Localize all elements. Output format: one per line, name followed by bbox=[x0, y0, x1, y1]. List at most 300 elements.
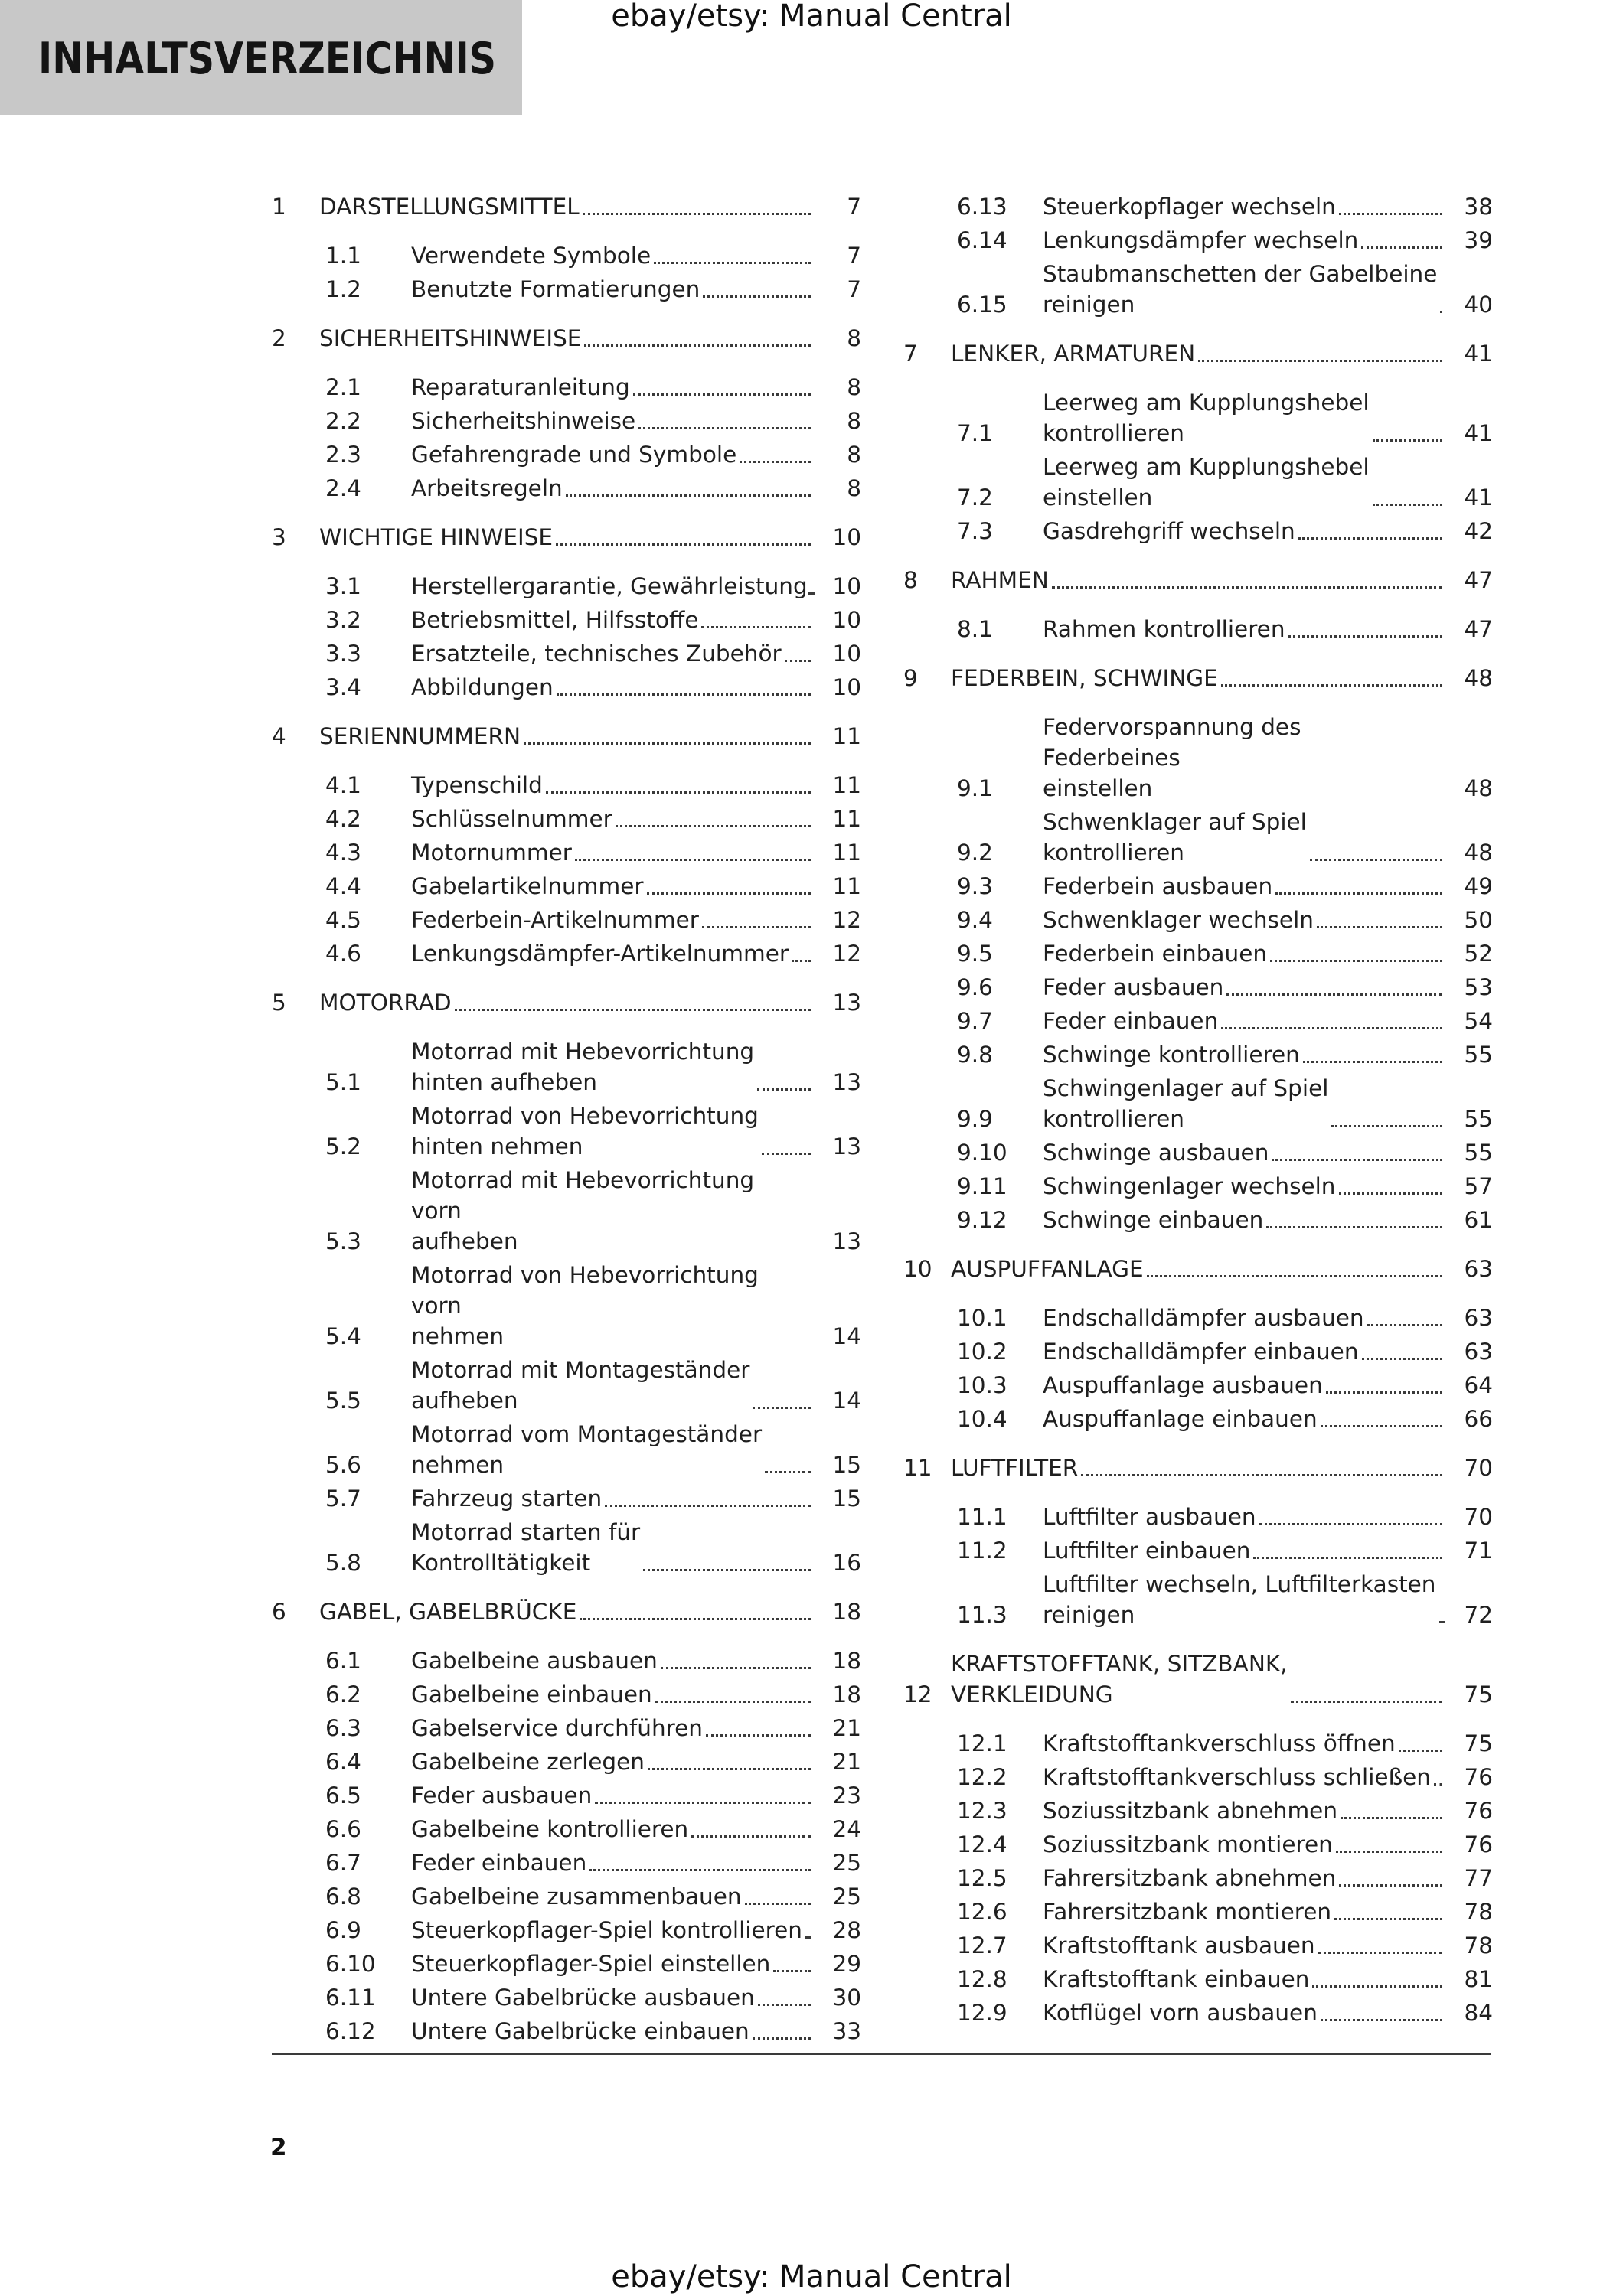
toc-number: 6.5 bbox=[325, 1782, 361, 1808]
toc-leader-dots bbox=[1373, 493, 1442, 506]
toc-leader-dots bbox=[1198, 349, 1442, 362]
toc-title-line: Betriebsmittel, Hilfsstoffe bbox=[411, 607, 699, 633]
toc-title-wrap bbox=[411, 1881, 815, 1912]
toc-title bbox=[951, 1649, 1288, 1710]
toc-chapter[interactable] bbox=[903, 1649, 1493, 1710]
toc-page-number: 81 bbox=[1464, 1966, 1493, 1992]
toc-title-line: Feder ausbauen bbox=[411, 1782, 593, 1808]
toc-title-wrap bbox=[411, 770, 815, 801]
toc-page-number: 55 bbox=[1464, 1106, 1493, 1132]
toc-number: 9.8 bbox=[957, 1042, 993, 1068]
toc-title bbox=[411, 938, 789, 969]
toc-number: 3.1 bbox=[325, 573, 361, 599]
toc-page-number: 64 bbox=[1464, 1372, 1493, 1398]
toc-leader-dots bbox=[638, 416, 811, 429]
toc-title-wrap bbox=[319, 191, 815, 222]
toc-page-number: 13 bbox=[832, 1133, 861, 1159]
toc-leader-dots bbox=[1221, 1016, 1442, 1029]
toc-title-line: FEDERBEIN, SCHWINGE bbox=[951, 665, 1218, 691]
toc-title bbox=[411, 1746, 645, 1777]
toc-chapter[interactable] bbox=[272, 721, 861, 752]
toc-title bbox=[1043, 1569, 1436, 1630]
toc-leader-dots bbox=[805, 1926, 811, 1939]
toc-title-wrap bbox=[1043, 191, 1447, 222]
toc-title-line: Motornummer bbox=[411, 840, 572, 866]
toc-title-line: Herstellergarantie, Gewährleistung bbox=[411, 573, 808, 599]
toc-entry[interactable] bbox=[272, 2016, 861, 2047]
toc-number: 3 bbox=[272, 524, 286, 550]
toc-title-wrap bbox=[1043, 1863, 1447, 1893]
toc-number: 9.4 bbox=[957, 907, 993, 933]
toc-title-line-2: nehmen bbox=[411, 1323, 505, 1349]
toc-title-line: Untere Gabelbrücke ausbauen bbox=[411, 1985, 755, 2011]
toc-entry[interactable] bbox=[272, 1101, 861, 1162]
toc-title-wrap bbox=[1043, 516, 1447, 546]
toc-chapter[interactable] bbox=[272, 522, 861, 553]
toc-entry[interactable] bbox=[903, 1502, 1493, 1532]
toc-number: 10.2 bbox=[957, 1339, 1007, 1365]
toc-title-wrap bbox=[1043, 807, 1447, 868]
toc-leader-dots bbox=[753, 2027, 811, 2040]
toc-number: 6.15 bbox=[957, 292, 1007, 318]
toc-chapter[interactable] bbox=[903, 338, 1493, 369]
toc-title bbox=[1043, 905, 1314, 935]
toc-title-wrap bbox=[1043, 1039, 1447, 1070]
toc-leader-dots bbox=[1259, 1512, 1442, 1525]
toc-title-line: Schwenklager auf Spiel bbox=[1043, 809, 1307, 835]
toc-entry[interactable] bbox=[272, 1713, 861, 1743]
toc-title-line: Sicherheitshinweise bbox=[411, 408, 636, 434]
toc-title-line: LUFTFILTER bbox=[951, 1455, 1079, 1481]
toc-title-wrap bbox=[411, 1848, 815, 1878]
toc-number: 2.2 bbox=[325, 408, 361, 434]
toc-page-number: 13 bbox=[832, 1228, 861, 1254]
toc-leader-dots bbox=[605, 1494, 811, 1507]
toc-entry[interactable] bbox=[272, 1165, 861, 1257]
toc-title-wrap bbox=[1043, 225, 1447, 256]
toc-title-wrap bbox=[411, 1483, 815, 1514]
toc-title bbox=[411, 1165, 808, 1257]
toc-entry[interactable] bbox=[903, 1006, 1493, 1036]
toc-page-number: 63 bbox=[1464, 1305, 1493, 1331]
toc-entry[interactable] bbox=[272, 871, 861, 902]
toc-title-wrap bbox=[411, 1713, 815, 1743]
toc-entry[interactable] bbox=[272, 837, 861, 868]
toc-title bbox=[319, 323, 581, 354]
toc-number: 6.2 bbox=[325, 1681, 361, 1707]
toc-entry[interactable] bbox=[272, 1982, 861, 2013]
toc-page-number: 12 bbox=[832, 941, 861, 967]
toc-leader-dots bbox=[1081, 1463, 1442, 1476]
toc-title bbox=[411, 1260, 808, 1352]
toc-entry[interactable] bbox=[903, 871, 1493, 902]
toc-number: 2.3 bbox=[325, 442, 361, 468]
toc-entry[interactable] bbox=[903, 452, 1493, 513]
toc-leader-dots bbox=[1339, 202, 1442, 215]
toc-page-number: 24 bbox=[832, 1816, 861, 1842]
toc-page-number: 11 bbox=[832, 723, 861, 749]
toc-page-number: 15 bbox=[832, 1486, 861, 1512]
toc-title-wrap bbox=[411, 372, 815, 403]
toc-entry[interactable] bbox=[903, 1336, 1493, 1367]
toc-number: 12.4 bbox=[957, 1831, 1007, 1857]
toc-number: 9.10 bbox=[957, 1140, 1007, 1166]
toc-entry[interactable] bbox=[272, 672, 861, 703]
toc-title bbox=[411, 1645, 658, 1676]
toc-entry[interactable] bbox=[272, 1036, 861, 1097]
toc-number: 9 bbox=[903, 665, 918, 691]
toc-chapter[interactable] bbox=[903, 1254, 1493, 1284]
toc-page-number: 70 bbox=[1464, 1504, 1493, 1530]
toc-title bbox=[1043, 614, 1285, 644]
toc-entry[interactable] bbox=[903, 516, 1493, 546]
toc-title-wrap bbox=[411, 2016, 815, 2047]
toc-page-number: 11 bbox=[832, 806, 861, 832]
toc-entry[interactable] bbox=[272, 1645, 861, 1676]
toc-leader-dots bbox=[1317, 915, 1442, 928]
toc-title-line: Gasdrehgriff wechseln bbox=[1043, 518, 1295, 544]
toc-entry[interactable] bbox=[903, 972, 1493, 1003]
toc-entry[interactable] bbox=[903, 1404, 1493, 1434]
toc-chapter[interactable] bbox=[903, 663, 1493, 693]
toc-leader-dots bbox=[1291, 1690, 1442, 1703]
toc-chapter[interactable] bbox=[903, 1453, 1493, 1483]
toc-title bbox=[1043, 1370, 1323, 1401]
toc-title-line: Auspuffanlage einbauen bbox=[1043, 1406, 1318, 1432]
toc-title bbox=[411, 1881, 742, 1912]
toc-entry[interactable] bbox=[272, 770, 861, 801]
toc-leader-dots bbox=[1367, 1313, 1442, 1326]
toc-entry[interactable] bbox=[903, 938, 1493, 969]
toc-page-number: 63 bbox=[1464, 1339, 1493, 1365]
toc-number: 5.4 bbox=[325, 1323, 361, 1349]
toc-title bbox=[1043, 938, 1267, 969]
toc-page-number: 11 bbox=[832, 873, 861, 899]
toc-page-number: 7 bbox=[847, 194, 861, 220]
toc-title-line: SICHERHEITSHINWEISE bbox=[319, 325, 582, 351]
toc-title-line: Steuerkopflager-Spiel einstellen bbox=[411, 1951, 771, 1977]
toc-leader-dots bbox=[785, 649, 811, 662]
toc-title-line: Leerweg am Kupplungshebel bbox=[1043, 454, 1370, 480]
toc-entry[interactable] bbox=[272, 638, 861, 669]
toc-entry[interactable] bbox=[903, 1303, 1493, 1333]
toc-title bbox=[411, 672, 554, 703]
toc-entry[interactable] bbox=[272, 1517, 861, 1578]
toc-title-wrap bbox=[411, 473, 815, 504]
toc-number: 6.14 bbox=[957, 227, 1007, 253]
toc-number: 12.1 bbox=[957, 1730, 1007, 1756]
toc-title-line: Motorrad mit Hebevorrichtung vorn bbox=[411, 1167, 755, 1224]
toc-title-line-2: kontrollieren bbox=[1043, 840, 1184, 866]
toc-title-line: WICHTIGE HINWEISE bbox=[319, 524, 554, 550]
toc-title-wrap bbox=[411, 1355, 815, 1416]
footer-rule bbox=[272, 2053, 1491, 2055]
toc-entry[interactable] bbox=[272, 938, 861, 969]
toc-entry[interactable] bbox=[272, 905, 861, 935]
toc-number: 11.1 bbox=[957, 1504, 1007, 1530]
toc-title-wrap bbox=[1043, 1370, 1447, 1401]
toc-entry[interactable] bbox=[272, 1419, 861, 1480]
toc-page-number: 57 bbox=[1464, 1173, 1493, 1199]
toc-title-line: Schwinge ausbauen bbox=[1043, 1140, 1269, 1166]
toc-leader-dots bbox=[1266, 1215, 1442, 1228]
toc-title-line: RAHMEN bbox=[951, 567, 1049, 593]
toc-leader-dots bbox=[762, 1142, 811, 1155]
toc-title-wrap bbox=[1043, 871, 1447, 902]
toc-number: 8.1 bbox=[957, 616, 993, 642]
toc-title bbox=[1043, 516, 1295, 546]
toc-entry[interactable] bbox=[272, 1848, 861, 1878]
toc-title-line: Reparaturanleitung bbox=[411, 374, 630, 400]
toc-title-wrap bbox=[1043, 259, 1447, 320]
toc-leader-dots bbox=[1326, 1381, 1442, 1394]
toc-title-wrap bbox=[1043, 1502, 1447, 1532]
toc-leader-dots bbox=[584, 334, 811, 347]
toc-entry[interactable] bbox=[272, 274, 861, 305]
toc-page-number: 21 bbox=[832, 1715, 861, 1741]
toc-chapter[interactable] bbox=[272, 1596, 861, 1627]
toc-entry[interactable] bbox=[272, 439, 861, 470]
toc-entry[interactable] bbox=[903, 1795, 1493, 1826]
toc-entry[interactable] bbox=[903, 807, 1493, 868]
toc-title bbox=[319, 721, 521, 752]
toc-leader-dots bbox=[1439, 1610, 1443, 1623]
toc-title-wrap bbox=[411, 905, 815, 935]
toc-leader-dots bbox=[654, 251, 811, 264]
toc-title-line: Steuerkopflager wechseln bbox=[1043, 194, 1336, 220]
toc-title bbox=[411, 2016, 749, 2047]
toc-number: 7.2 bbox=[957, 484, 993, 510]
toc-number: 10.3 bbox=[957, 1372, 1007, 1398]
toc-chapter[interactable] bbox=[272, 987, 861, 1018]
toc-title bbox=[411, 1949, 770, 1979]
toc-leader-dots bbox=[1434, 1773, 1442, 1786]
toc-leader-dots bbox=[1440, 300, 1442, 313]
toc-entry[interactable] bbox=[903, 1073, 1493, 1134]
toc-page-number: 8 bbox=[847, 475, 861, 501]
toc-title bbox=[411, 1355, 749, 1416]
toc-entry[interactable] bbox=[903, 1896, 1493, 1927]
toc-title-line-2: hinten aufheben bbox=[411, 1069, 597, 1095]
watermark-top: ebay/etsy: Manual Central bbox=[611, 0, 1012, 34]
toc-entry[interactable] bbox=[272, 406, 861, 436]
toc-entry[interactable] bbox=[903, 387, 1493, 448]
toc-number: 9.5 bbox=[957, 941, 993, 967]
toc-leader-dots bbox=[1272, 1148, 1442, 1161]
toc-title-line: Feder einbauen bbox=[411, 1850, 587, 1876]
toc-entry[interactable] bbox=[272, 1260, 861, 1352]
toc-leader-dots bbox=[1253, 1546, 1442, 1559]
toc-number: 4.5 bbox=[325, 907, 361, 933]
toc-title bbox=[951, 338, 1195, 369]
toc-leader-dots bbox=[792, 949, 811, 962]
toc-number: 6.7 bbox=[325, 1850, 361, 1876]
toc-title-wrap bbox=[1043, 1998, 1447, 2028]
toc-leader-dots bbox=[701, 615, 811, 628]
toc-page-number: 30 bbox=[832, 1985, 861, 2011]
toc-title-line: Motorrad von Hebevorrichtung bbox=[411, 1103, 759, 1129]
toc-leader-dots bbox=[580, 1607, 811, 1620]
toc-title-line-2: reinigen bbox=[1043, 1602, 1135, 1628]
toc-title-line: Motorrad mit Hebevorrichtung bbox=[411, 1039, 755, 1065]
toc-title-line: Kraftstofftankverschluss schließen bbox=[1043, 1764, 1432, 1790]
toc-entry[interactable] bbox=[272, 1746, 861, 1777]
toc-title-wrap bbox=[951, 663, 1447, 693]
toc-entry[interactable] bbox=[272, 1483, 861, 1514]
toc-entry[interactable] bbox=[903, 1205, 1493, 1235]
toc-title-line: Abbildungen bbox=[411, 674, 554, 700]
toc-page-number: 53 bbox=[1464, 974, 1493, 1000]
toc-number: 12.9 bbox=[957, 2000, 1007, 2026]
toc-title bbox=[1043, 1171, 1336, 1202]
toc-title-line-2: aufheben bbox=[411, 1228, 518, 1254]
toc-number: 6.10 bbox=[325, 1951, 376, 1977]
toc-title bbox=[411, 372, 630, 403]
toc-entry[interactable] bbox=[272, 473, 861, 504]
toc-leader-dots bbox=[1362, 1347, 1442, 1360]
toc-entry[interactable] bbox=[903, 1370, 1493, 1401]
toc-title bbox=[411, 1036, 754, 1097]
toc-title-wrap bbox=[951, 1254, 1447, 1284]
toc-entry[interactable] bbox=[903, 1964, 1493, 1994]
toc-leader-dots bbox=[566, 484, 811, 497]
toc-title-wrap bbox=[411, 1679, 815, 1710]
toc-entry[interactable] bbox=[903, 1535, 1493, 1566]
toc-entry[interactable] bbox=[272, 1915, 861, 1945]
toc-title bbox=[951, 1453, 1078, 1483]
toc-entry[interactable] bbox=[272, 1679, 861, 1710]
toc-entry[interactable] bbox=[903, 1171, 1493, 1202]
toc-entry[interactable] bbox=[903, 1762, 1493, 1792]
toc-page-number: 10 bbox=[832, 607, 861, 633]
toc-title-wrap bbox=[1043, 1896, 1447, 1927]
toc-page-number: 13 bbox=[832, 1069, 861, 1095]
toc-entry[interactable] bbox=[903, 1039, 1493, 1070]
toc-entry[interactable] bbox=[903, 1137, 1493, 1168]
toc-number: 10.1 bbox=[957, 1305, 1007, 1331]
toc-page-number: 55 bbox=[1464, 1042, 1493, 1068]
toc-page-number: 8 bbox=[847, 442, 861, 468]
toc-title bbox=[411, 473, 563, 504]
toc-title-wrap bbox=[411, 240, 815, 271]
toc-chapter[interactable] bbox=[272, 191, 861, 222]
toc-title-line-2: einstellen bbox=[1043, 775, 1153, 801]
toc-entry[interactable] bbox=[272, 804, 861, 834]
toc-entry[interactable] bbox=[903, 1829, 1493, 1860]
toc-title-wrap bbox=[1043, 614, 1447, 644]
toc-chapter[interactable] bbox=[272, 323, 861, 354]
toc-title-line: Motorrad vom Montageständer bbox=[411, 1421, 763, 1447]
toc-page-number: 16 bbox=[832, 1550, 861, 1576]
toc-title-line: Gabelbeine zerlegen bbox=[411, 1749, 645, 1775]
toc-title-wrap bbox=[1043, 1171, 1447, 1202]
toc-number: 5.7 bbox=[325, 1486, 361, 1512]
toc-title bbox=[1043, 1137, 1269, 1168]
toc-page-number: 10 bbox=[832, 674, 861, 700]
toc-number: 3.2 bbox=[325, 607, 361, 633]
toc-number: 9.9 bbox=[957, 1106, 993, 1132]
toc-page-number: 70 bbox=[1464, 1455, 1493, 1481]
toc-title-line: Gabelbeine einbauen bbox=[411, 1681, 652, 1707]
toc-entry[interactable] bbox=[272, 1814, 861, 1844]
toc-page-number: 25 bbox=[832, 1883, 861, 1910]
toc-page-number: 40 bbox=[1464, 292, 1493, 318]
toc-chapter[interactable] bbox=[903, 565, 1493, 595]
toc-page-number: 41 bbox=[1464, 484, 1493, 510]
toc-page-number: 76 bbox=[1464, 1764, 1493, 1790]
toc-title-wrap bbox=[411, 1814, 815, 1844]
toc-entry[interactable] bbox=[903, 712, 1493, 804]
toc-column-left bbox=[272, 191, 861, 2050]
toc-title-line: Gabelbeine zusammenbauen bbox=[411, 1883, 742, 1910]
toc-page-number: 61 bbox=[1464, 1207, 1493, 1233]
toc-entry[interactable] bbox=[272, 1949, 861, 1979]
toc-title-line: Schwingenlager auf Spiel bbox=[1043, 1075, 1329, 1101]
toc-entry[interactable] bbox=[903, 225, 1493, 256]
toc-title-line: LENKER, ARMATUREN bbox=[951, 341, 1196, 367]
toc-title bbox=[1043, 452, 1370, 513]
toc-title-line: Rahmen kontrollieren bbox=[1043, 616, 1285, 642]
toc-page-number: 55 bbox=[1464, 1140, 1493, 1166]
toc-entry[interactable] bbox=[903, 1998, 1493, 2028]
toc-entry[interactable] bbox=[903, 1930, 1493, 1961]
toc-entry[interactable] bbox=[903, 259, 1493, 320]
toc-leader-dots bbox=[758, 1993, 811, 2006]
toc-number: 9.1 bbox=[957, 775, 993, 801]
toc-leader-dots bbox=[706, 1724, 811, 1737]
toc-entry[interactable] bbox=[272, 1355, 861, 1416]
toc-entry[interactable] bbox=[272, 240, 861, 271]
toc-entry[interactable] bbox=[903, 614, 1493, 644]
toc-title bbox=[411, 1780, 592, 1811]
toc-entry[interactable] bbox=[903, 1863, 1493, 1893]
toc-entry[interactable] bbox=[903, 905, 1493, 935]
toc-title bbox=[411, 1517, 640, 1578]
toc-number: 4.3 bbox=[325, 840, 361, 866]
toc-title-wrap bbox=[951, 565, 1447, 595]
toc-title bbox=[411, 1982, 755, 2013]
toc-title-line-2: kontrollieren bbox=[1043, 1106, 1184, 1132]
toc-leader-dots bbox=[583, 202, 811, 215]
toc-entry[interactable] bbox=[903, 1728, 1493, 1759]
toc-entry[interactable] bbox=[272, 1780, 861, 1811]
toc-title-wrap bbox=[411, 871, 815, 902]
toc-title-line: Gabelbeine ausbauen bbox=[411, 1648, 658, 1674]
toc-title bbox=[411, 605, 698, 635]
toc-title-wrap bbox=[319, 1596, 815, 1627]
toc-leader-dots bbox=[661, 1656, 811, 1669]
toc-title-wrap bbox=[411, 1517, 815, 1578]
toc-entry[interactable] bbox=[903, 191, 1493, 222]
toc-page-number: 8 bbox=[847, 374, 861, 400]
toc-entry[interactable] bbox=[272, 571, 861, 602]
toc-number: 9.12 bbox=[957, 1207, 1007, 1233]
toc-entry[interactable] bbox=[272, 605, 861, 635]
toc-title bbox=[411, 274, 700, 305]
toc-page-number: 77 bbox=[1464, 1865, 1493, 1891]
toc-entry[interactable] bbox=[272, 372, 861, 403]
toc-leader-dots bbox=[740, 450, 811, 463]
toc-title-wrap bbox=[1043, 452, 1447, 513]
toc-entry[interactable] bbox=[903, 1569, 1493, 1630]
toc-title-line: Motorrad mit Montageständer bbox=[411, 1357, 750, 1383]
toc-title-line: Soziussitzbank montieren bbox=[1043, 1831, 1333, 1857]
toc-title-line-2: hinten nehmen bbox=[411, 1133, 583, 1159]
toc-title-line: Federbein-Artikelnummer bbox=[411, 907, 699, 933]
toc-title-line: KRAFTSTOFFTANK, SITZBANK, bbox=[951, 1651, 1288, 1677]
toc-number: 6.11 bbox=[325, 1985, 376, 2011]
toc-entry[interactable] bbox=[272, 1881, 861, 1912]
